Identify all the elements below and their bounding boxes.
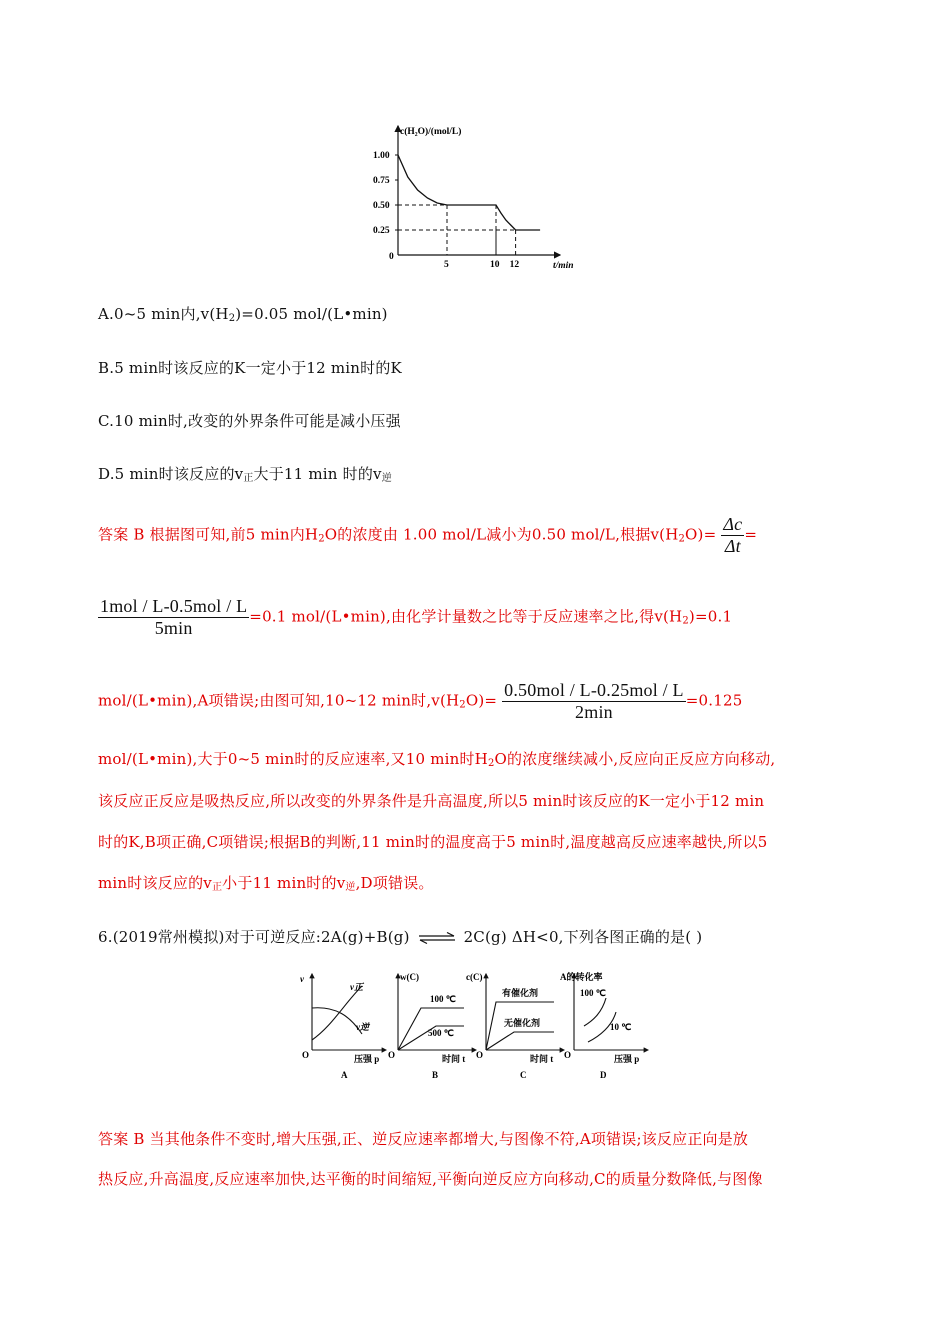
option-c: C.10 min时,改变的外界条件可能是减小压强 [98,412,401,430]
answer5-line6: 时的K,B项正确,C项错误;根据B的判断,11 min时的温度高于5 min时,温度越高反应速率越快,所以5 [98,833,768,851]
concentration-curve [398,155,540,230]
graph-b-label1: 100 ℃ [430,994,456,1004]
graph-a-label2: v逆 [356,1022,369,1032]
graph-d-origin: O [564,1050,572,1060]
graph-c-ylabel: c(C) [466,972,483,982]
graph-a-curve-forward [312,986,362,1040]
y-tick-label: 0.25 [373,226,390,236]
equals-sign: = [744,525,758,544]
answer5-line5: 该反应正反应是吸热反应,所以改变的外界条件是升高温度,所以5 min时该反应的K一定小于12 min [98,792,765,810]
x-tick-label: 10 [490,260,500,270]
option-a-text: A.0~5 min内,v(H [98,305,229,323]
graph-b [388,972,476,1080]
graph-c-caption: C [520,1070,527,1080]
graph-a-curve-reverse [312,1008,362,1034]
answer5-line1 [98,514,757,557]
question-text: 2C(g) ΔH<0,下列各图正确的是( ) [463,928,703,946]
option-b: B.5 min时该反应的K一定小于12 min时的K [98,359,402,377]
graph-a-caption: A [341,1070,348,1080]
origin-label: 0 [389,252,394,262]
graph-d-ylabel [560,971,603,982]
subscript: 正 [243,473,254,484]
graph-d-label2: 10 ℃ [610,1022,632,1032]
fraction-numerator: 0.50mol / L-0.25mol / L [504,680,684,700]
graph-d-xlabel: 压强 p [614,1054,640,1064]
subscript: 2 [678,533,686,545]
answer-text: 小于11 min时的v [222,874,346,892]
graph-a-origin: O [302,1050,310,1060]
answer5-line3 [98,680,742,723]
answer6-line2: 热反应,升高温度,反应速率加快,达平衡的时间缩短,平衡向逆反应方向移动,C的质量分数降低,与图像 [98,1170,763,1188]
graph-c-origin: O [476,1050,484,1060]
subscript: 2 [318,533,325,545]
equilibrium-arrow-icon [417,932,457,944]
graph-c-label1: 有催化剂 [502,988,539,998]
option-d-text-mid: 大于11 min 时的v [253,465,382,483]
answer-text: O的浓度继续减小,反应向正反应方向移动, [494,750,776,768]
answer5-line7 [98,872,434,893]
fraction-numerator: Δc [723,514,743,534]
graph-d [560,971,648,1080]
graph-b-origin: O [388,1050,396,1060]
subscript: 正 [211,882,223,893]
four-option-graphs [296,968,656,1084]
question6 [98,926,702,947]
graph-a-xlabel: 压强 p [354,1054,380,1064]
answer-text: mol/(L•min),大于0~5 min时的反应速率,又10 min时H [98,750,488,768]
graph-d-label1: 100 ℃ [580,988,606,998]
option-a-text-end: )=0.05 mol/(L•min) [235,305,388,323]
subscript: 2 [487,758,495,769]
graph-c-curve-nocatalyst [486,1032,554,1050]
graph-c-xlabel: 时间 t [530,1054,554,1064]
answer-text: )=0.1 [688,607,733,626]
concentration-time-chart [360,118,590,278]
fraction-delta [721,514,744,557]
answer6-line1: 答案 B 当其他条件不变时,增大压强,正、逆反应速率都增大,与图像不符,A项错误;该反应正向是放 [98,1130,749,1148]
graph-d-ylabel-text: A的转化率 [560,972,603,982]
question-text: 6.(2019常州模拟)对于可逆反应:2A(g)+B(g) [98,928,410,946]
y-tick-label: 0.50 [373,201,390,211]
answer-text: O)= [465,691,498,710]
answer-text: =0.1 mol/(L•min),由化学计量数之比等于反应速率之比,得v(H [249,607,683,626]
graph-c-label2: 无催化剂 [504,1018,541,1028]
answer-text: O)= [685,525,717,544]
graph-a [300,974,386,1080]
graph-c [466,972,564,1080]
answer-text: ,D项错误。 [355,874,434,892]
option-d [98,463,392,484]
subscript: 逆 [381,473,392,484]
subscript: 2 [228,313,236,324]
y-tick-label: 1.00 [373,151,390,161]
graph-b-caption: B [432,1070,439,1080]
option-d-text: D.5 min时该反应的v [98,465,244,483]
x-tick-label: 12 [509,260,520,270]
x-axis-label: t/min [553,261,574,271]
fraction-rate-2 [502,680,686,723]
answer-text: O的浓度由 1.00 mol/L减小为0.50 mol/L,根据v(H [324,525,679,544]
answer-text: mol/(L•min),A项错误;由图可知,10~12 min时,v(H [98,691,460,710]
x-tick-label: 5 [444,260,449,270]
subscript: 逆 [345,882,356,893]
fraction-denominator: 5min [154,618,193,638]
fraction-denominator: 2min [575,702,613,722]
subscript: 2 [459,699,466,711]
fraction-rate-1 [98,596,249,639]
answer-text: min时该反应的v [98,874,212,892]
answer-text: 答案 B 根据图可知,前5 min内H [98,525,319,544]
graph-d-curve-100 [584,998,606,1026]
graph-b-xlabel: 时间 t [442,1054,466,1064]
y-axis-label: c(H₂O)/(mol/L) [400,127,462,137]
subscript: 2 [682,615,689,627]
graph-a-ylabel: v [300,974,304,984]
graph-b-ylabel: w(C) [400,972,419,982]
fraction-numerator: 1mol / L-0.5mol / L [100,596,248,616]
graph-b-label2: 500 ℃ [428,1028,454,1038]
graph-a-label1: v正 [350,982,363,992]
y-tick-label: 0.75 [373,176,390,186]
fraction-denominator: Δt [724,536,741,556]
option-a [98,303,388,324]
answer5-line4 [98,748,775,769]
graph-d-caption: D [600,1070,607,1080]
answer-text: =0.125 [685,691,743,710]
answer5-line2 [98,596,732,639]
